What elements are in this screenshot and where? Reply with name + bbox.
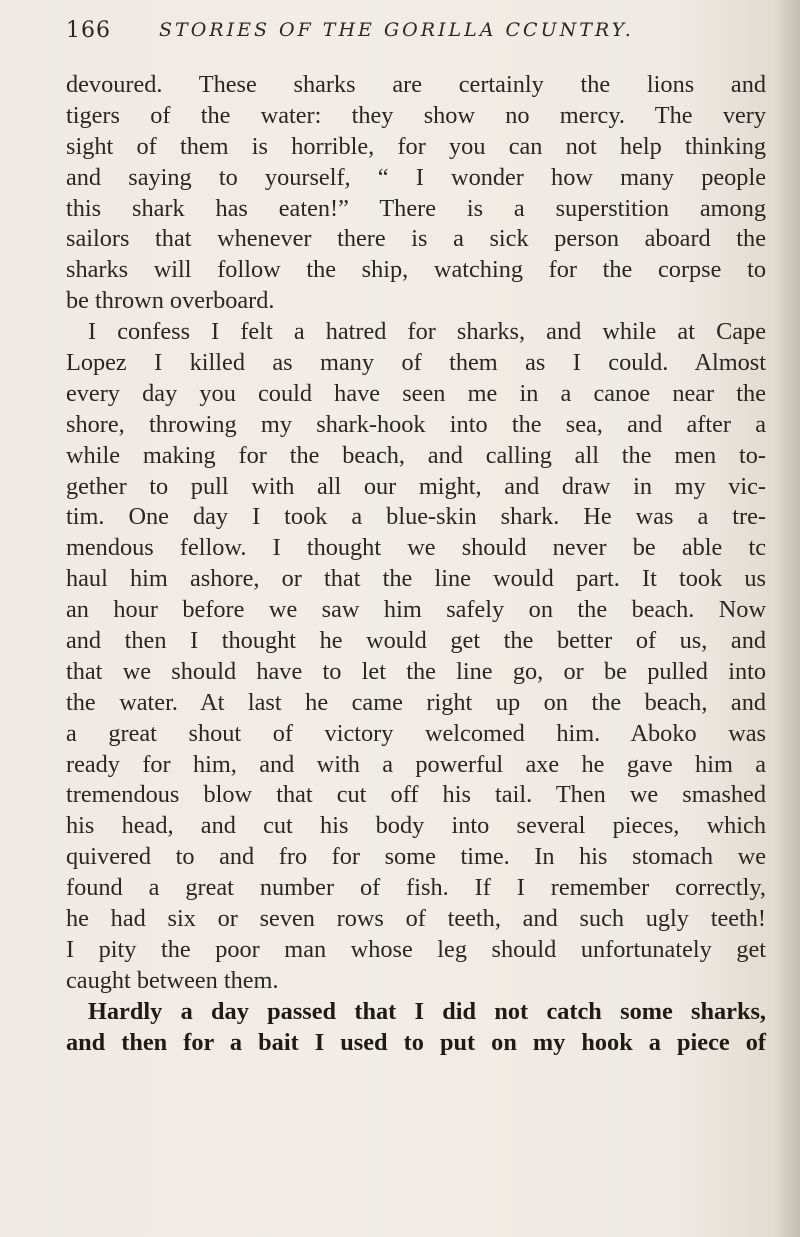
text-line: ready for him, and with a powerful axe he gave him a <box>66 750 766 778</box>
text-line: sight of them is horrible, for you can not help thinking <box>66 132 766 160</box>
text-line: an hour before we saw him safely on the beach. Now <box>66 596 766 624</box>
body-text <box>66 70 766 1059</box>
text-line: sailors that whenever there is a sick person aboard the <box>66 225 766 253</box>
page-edge-shadow <box>774 0 800 1237</box>
text-line: this shark has eaten!” There is a superstition among <box>66 194 766 222</box>
text-line: Lopez I killed as many of them as I could. Almost <box>66 349 766 377</box>
text-line: gether to pull with all our might, and draw in my vic- <box>66 472 766 500</box>
text-line: I pity the poor man whose leg should unfortunately get <box>66 935 766 963</box>
text-line: be thrown overboard. <box>66 287 275 315</box>
text-line: tigers of the water: they show no mercy. The very <box>66 101 766 129</box>
text-line: every day you could have seen me in a canoe near the <box>66 379 766 407</box>
text-line: quivered to and fro for some time. In his stomach we <box>66 843 766 871</box>
text-line: devoured. These sharks are certainly the lions and <box>66 71 766 98</box>
text-line: and then I thought he would get the better of us, and <box>66 627 766 655</box>
running-title: STORIES OF THE GORILLA CCUNTRY. <box>159 19 634 41</box>
text-line: that we should have to let the line go, or be pulled into <box>66 657 766 685</box>
text-line: caught between them. <box>66 966 279 994</box>
text-line: and then for a bait I used to put on my hook a piece of <box>66 1028 766 1056</box>
text-line: shore, throwing my shark-hook into the sea, and after a <box>66 410 766 438</box>
text-line: found a great number of fish. If I remember correctly, <box>66 874 766 902</box>
text-line: sharks will follow the ship, watching for the corpse to <box>66 256 766 284</box>
text-line: and saying to yourself, “ I wonder how many people <box>66 163 766 191</box>
text-line: Hardly a day passed that I did not catch some sharks, <box>88 997 766 1025</box>
text-line: tim. One day I took a blue-skin shark. He was a tre- <box>66 503 766 531</box>
text-line: while making for the beach, and calling all the men to- <box>66 441 766 469</box>
text-line: he had six or seven rows of teeth, and such ugly teeth! <box>66 905 766 933</box>
text-line: his head, and cut his body into several pieces, which <box>66 812 766 840</box>
text-line: a great shout of victory welcomed him. Aboko was <box>66 719 766 747</box>
text-line: mendous fellow. I thought we should never be able tc <box>66 534 766 562</box>
page-header <box>66 18 780 54</box>
text-line: haul him ashore, or that the line would part. It took us <box>66 565 766 593</box>
text-line: tremendous blow that cut off his tail. Then we smashed <box>66 781 766 809</box>
text-line: I confess I felt a hatred for sharks, and while at Cape <box>88 318 766 346</box>
text-line: the water. At last he came right up on the beach, and <box>66 688 766 716</box>
page-number: 166 <box>66 18 111 43</box>
